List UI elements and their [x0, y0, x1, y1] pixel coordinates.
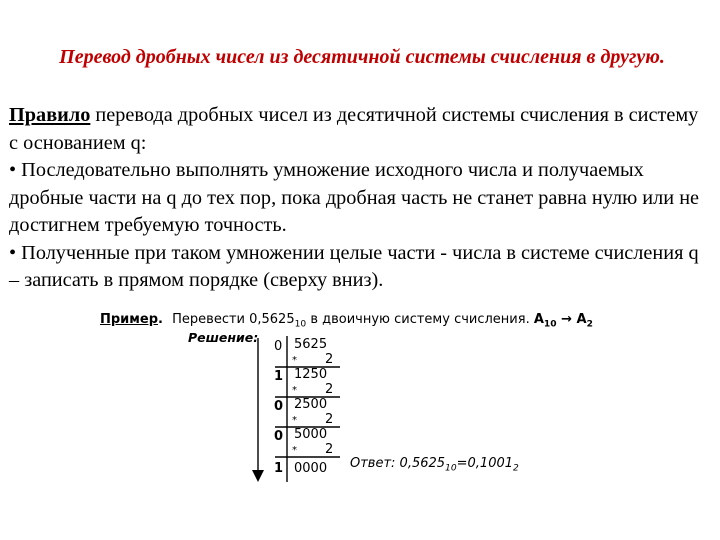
integer-digit: 1 — [274, 369, 284, 384]
fraction-value: 1250 — [294, 367, 328, 382]
rule-text: перевода дробных чисел из десятичной системы счисления в систему с основанием q: — [9, 104, 699, 154]
multiplier: 2 — [325, 382, 334, 397]
answer-prefix: Ответ: 0,5625 — [350, 456, 446, 471]
from-symbol: A — [533, 312, 544, 327]
multiplier: 2 — [325, 352, 334, 367]
example-task-prefix: Перевести 0,5625 — [168, 312, 295, 327]
solution-label: Решение: — [188, 330, 259, 345]
slide-title: Перевод дробных чисел из десятичной системы счисления в другую. — [59, 46, 665, 68]
down-arrow-icon — [252, 470, 264, 482]
example-block — [100, 310, 640, 490]
multiply-sign: * — [292, 415, 297, 426]
to-base: 2 — [586, 319, 593, 330]
fraction-value: 5625 — [294, 337, 328, 352]
bullet-multiply: • Последовательно выполнять умножение исходного числа и получаемых дробные части на q до тех пор, пока дробная часть не станет равна нулю или не достигнем требуемую точность. — [9, 159, 700, 236]
from-base: 10 — [543, 319, 557, 330]
example-dot: . — [158, 312, 163, 327]
multiply-sign: * — [292, 355, 297, 366]
rule-paragraph — [9, 102, 709, 157]
to-symbol: A — [576, 312, 587, 327]
multiply-sign: * — [292, 445, 297, 456]
integer-digit: 1 — [274, 461, 284, 476]
answer-base: 10 — [445, 463, 457, 474]
answer-result-base: 2 — [513, 463, 519, 474]
integer-digit: 0 — [274, 429, 284, 444]
example-task-mid: в двоичную систему счисления. — [306, 312, 534, 327]
fraction-value: 2500 — [294, 397, 328, 412]
fraction-value: 5000 — [294, 427, 328, 442]
rule-block — [9, 102, 709, 295]
bullet-record: • Полученные при таком умножении целые части - числа в системе счисления q – записать в прямом порядке (сверху вниз). — [9, 241, 699, 291]
example-label: Пример — [100, 312, 159, 327]
multiplier: 2 — [325, 412, 334, 427]
integer-digit: 0 — [274, 339, 283, 354]
multiply-sign: * — [292, 385, 297, 396]
multiplier: 2 — [325, 442, 334, 457]
answer-eq: =0,1001 — [456, 456, 514, 471]
fraction-value: 0000 — [294, 461, 328, 476]
example-task-base: 10 — [294, 319, 307, 330]
rule-label: Правило — [9, 104, 91, 126]
answer — [350, 456, 519, 474]
conversion-arrow-icon: → — [556, 312, 577, 327]
integer-digit: 0 — [274, 399, 284, 414]
